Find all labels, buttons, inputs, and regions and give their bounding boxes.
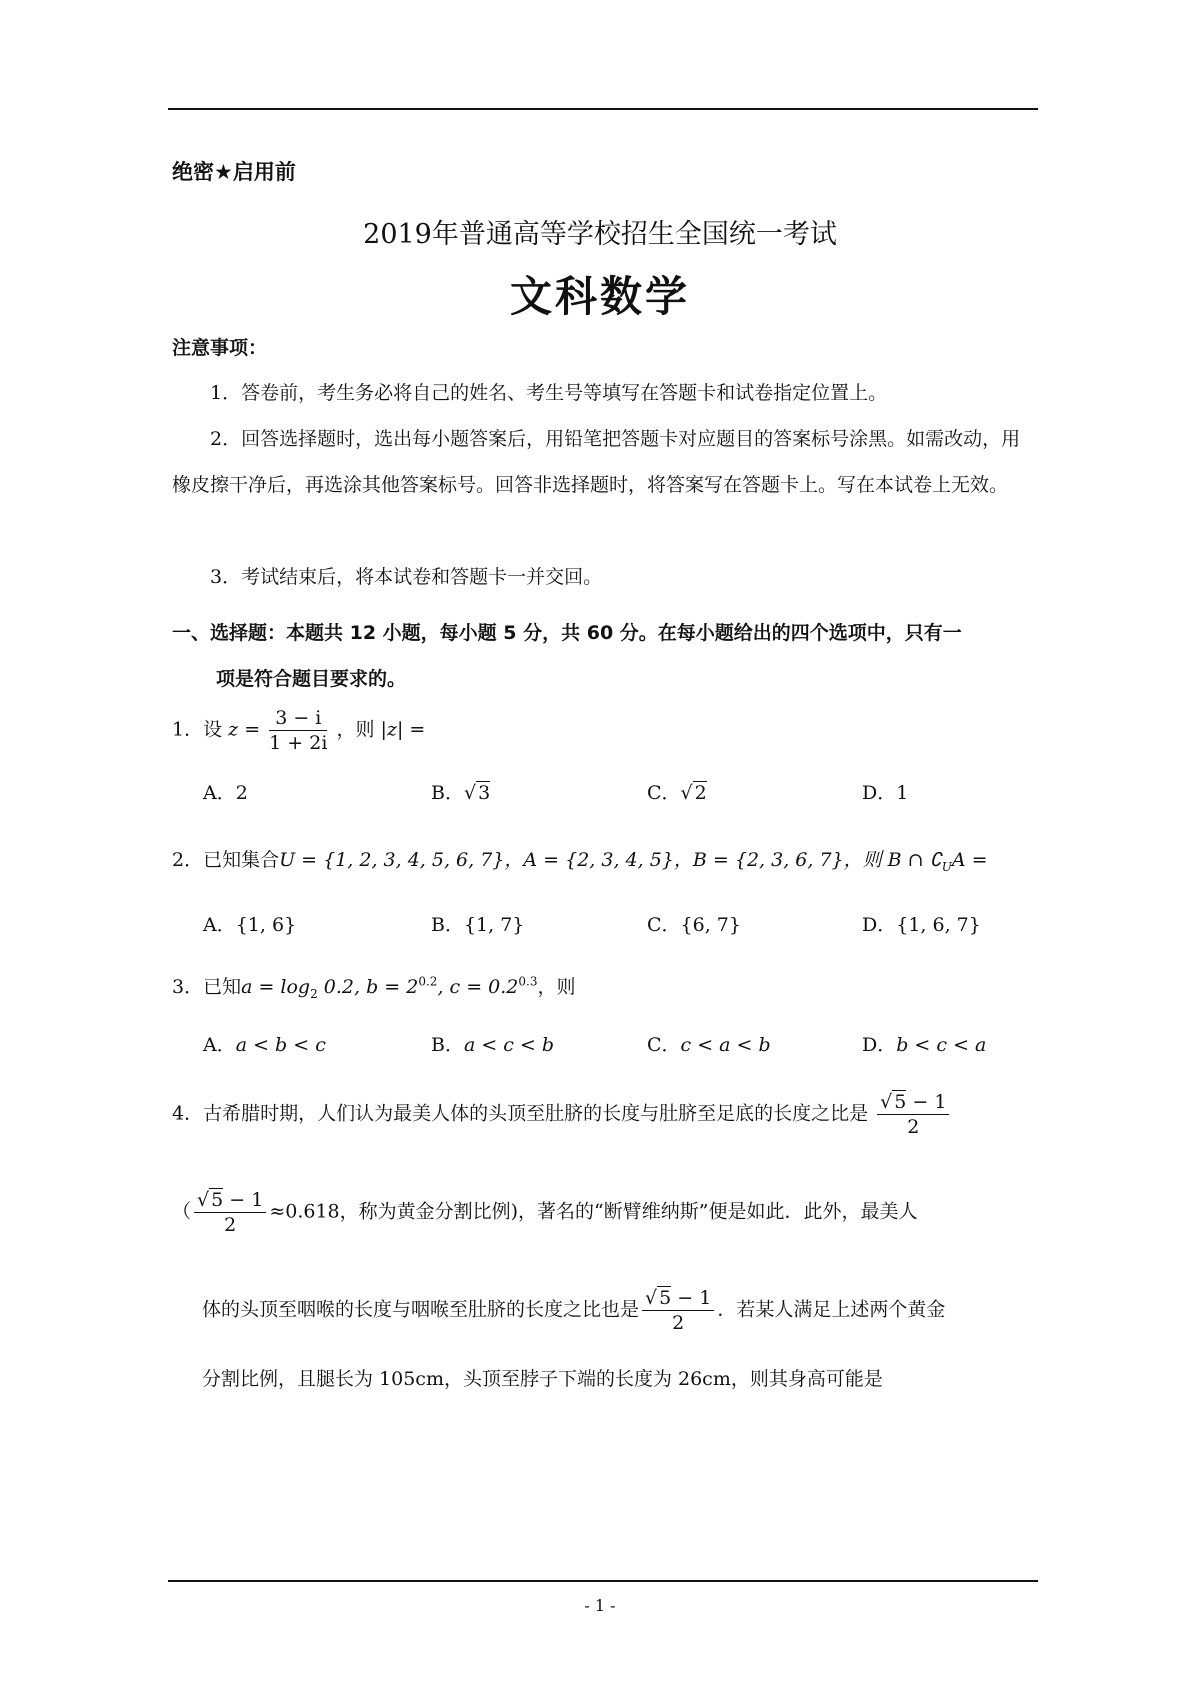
q3-tail: ，则 xyxy=(537,976,576,998)
q1-option-b: B．√ 3 xyxy=(431,782,491,804)
q3-option-c: C．c < a < b xyxy=(647,1034,771,1056)
question-4-line-1: 4．古希腊时期，人们认为最美人体的头顶至肚脐的长度与肚脐至足底的长度之比是 $\frac{√ 5 - 1}{2}$ xyxy=(172,1090,952,1139)
question-1 xyxy=(172,706,425,755)
q1-option-c-radicand: 2 xyxy=(694,782,707,804)
q1-option-b-radicand: 3 xyxy=(478,782,491,804)
section-1-line-2: 项是符合题目要求的。 xyxy=(216,668,407,690)
page-number: - 1 - xyxy=(584,1596,616,1615)
q2-option-c: C．{6, 7} xyxy=(647,914,741,936)
q2-set-a: ，A = {2, 3, 4, 5} xyxy=(504,849,674,871)
notice-item-2: 2．回答选择题时，选出每小题答案后，用铅笔把答题卡对应题目的答案标号涂黑。如需改动，用橡皮擦干净后，再选涂其他答案标号。回答非选择题时，将答案写在答题卡上。写在本试卷上无效。 xyxy=(172,428,1021,496)
q3-exp-c: 0.3 xyxy=(518,974,538,989)
q4-golden-ratio-fraction-2: $\frac{√ 5 - 1}{2}$ xyxy=(194,1188,266,1237)
q2-set-u: U = {1, 2, 3, 4, 5, 6, 7} xyxy=(279,849,505,871)
subject-title: 文科数学 xyxy=(509,272,690,321)
q1-fraction xyxy=(269,706,327,755)
q1-numerator: 3 − i xyxy=(269,706,327,731)
q3-expr-b: 0.2, b = 2 xyxy=(317,976,419,998)
q3-text: 3．已知 xyxy=(172,976,242,998)
notice-item-1: 1．答卷前，考生务必将自己的姓名、考生号等填写在答题卡和试卷指定位置上。 xyxy=(210,382,888,404)
q2-complement-sub: U xyxy=(941,859,952,874)
notice-item-3: 3．考试结束后，将本试卷和答题卡一并交回。 xyxy=(210,566,603,588)
q3-exp-b: 0.2 xyxy=(418,974,438,989)
exam-title: 2019年普通高等学校招生全国统一考试 xyxy=(363,219,837,250)
q4-golden-ratio-fraction-3: $\frac{√ 5 - 1}{2}$ xyxy=(642,1286,714,1335)
q2-option-a: A．{1, 6} xyxy=(203,914,297,936)
q2-ask: ，则 B ∩ ∁ xyxy=(843,849,942,871)
q1-lhs: z = xyxy=(228,718,261,741)
question-3 xyxy=(172,972,575,1001)
q2-option-b: B．{1, 7} xyxy=(431,914,525,936)
q1-option-c: C．√ 2 xyxy=(647,782,707,804)
q1-denominator: 1 + 2i xyxy=(269,732,328,754)
notice-heading: 注意事项： xyxy=(172,337,268,359)
bottom-rule xyxy=(168,1580,1038,1582)
q1-option-d: D．1 xyxy=(862,782,909,804)
section-1-heading xyxy=(172,610,1038,702)
q2-option-d: D．{1, 6, 7} xyxy=(862,914,981,936)
q3-option-d: D．b < c < a xyxy=(862,1034,987,1056)
q1-suffix: ，则 xyxy=(336,718,375,741)
q3-expr-c: , c = 0.2 xyxy=(437,976,519,998)
q2-set-b: ，B = {2, 3, 6, 7} xyxy=(673,849,844,871)
secret-label: 绝密★启用前 xyxy=(172,160,296,184)
question-2 xyxy=(172,845,988,874)
q2-tail: A = xyxy=(951,849,988,871)
q3-log-base: 2 xyxy=(310,986,318,1001)
q3-option-b: B．a < c < b xyxy=(431,1034,555,1056)
q3-option-a: A．a < b < c xyxy=(203,1034,326,1056)
q1-prefix: 1．设 xyxy=(172,718,223,741)
question-4-line-4: 分割比例，且腿长为 105cm，头顶至脖子下端的长度为 26cm，则其身高可能是 xyxy=(202,1368,883,1390)
section-1-line-1: 一、选择题：本题共 12 小题，每小题 5 分，共 60 分。在每小题给出的四个选项中，只有一 xyxy=(172,622,962,644)
q4-golden-ratio-fraction-1: $\frac{√ 5 - 1}{2}$ xyxy=(877,1090,949,1139)
q2-text: 2．已知集合 xyxy=(172,849,280,871)
q1-option-a: A．2 xyxy=(203,782,248,804)
q3-expr-a: a = log xyxy=(241,976,311,998)
question-4-line-3: 体的头顶至咽喉的长度与咽喉至肚脐的长度之比也是 $\frac{√ 5 - 1}{2}$ ．若某人满足上述两个黄金 xyxy=(202,1287,946,1334)
question-4-line-2: （ $\frac{√ 5 - 1}{2}$ ≈0.618，称为黄金分割比例)，著名的“断臂维纳斯”便是如此．此外，最美人 xyxy=(172,1189,918,1236)
top-rule xyxy=(168,108,1038,110)
q1-abs: |z| = xyxy=(380,718,426,741)
